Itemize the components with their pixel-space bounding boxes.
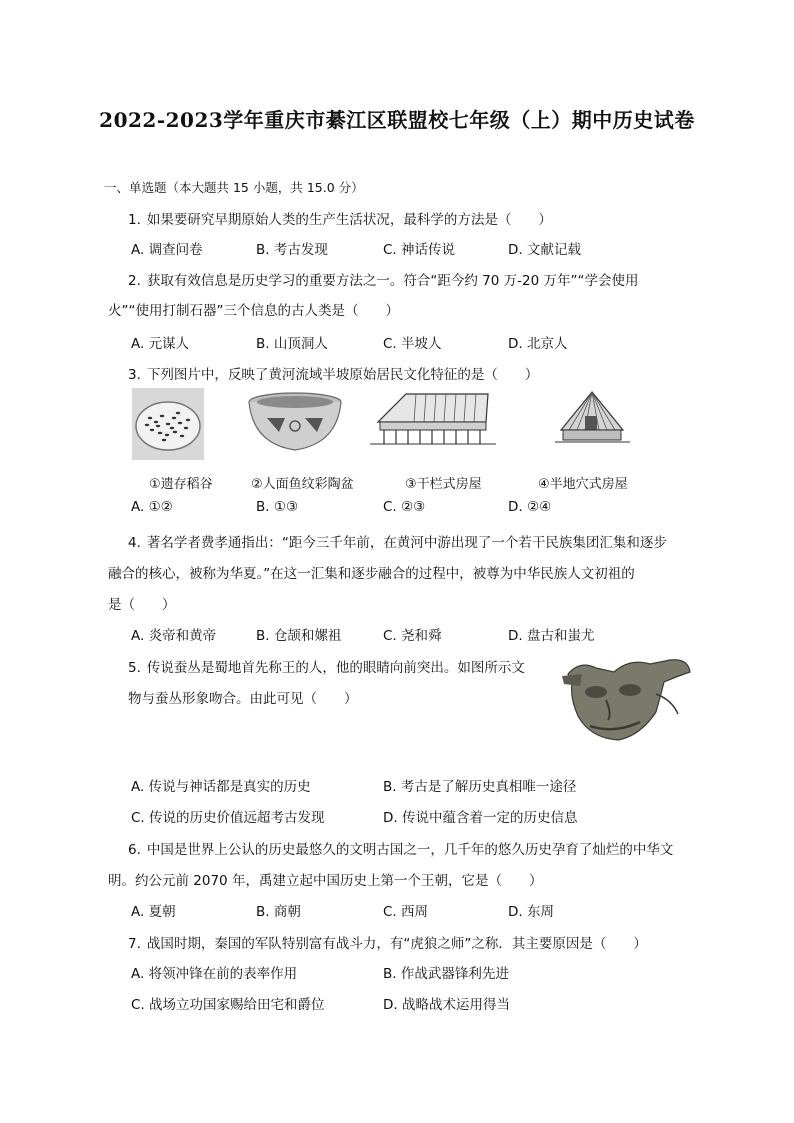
caption-2: ②人面鱼纹彩陶盆 (251, 477, 354, 492)
option-a[interactable]: A. 将领冲锋在前的表率作用 (131, 966, 298, 982)
option-b[interactable]: B. 考古是了解历史真相唯一途径 (383, 779, 577, 795)
question-2 (128, 269, 638, 289)
bronze-mask-image (560, 654, 694, 744)
question-number: 3. (128, 367, 141, 383)
exam-title: 2022-2023学年重庆市綦江区联盟校七年级（上）期中历史试卷 (99, 108, 695, 132)
option-d[interactable]: D. 东周 (508, 904, 554, 920)
option-d[interactable]: D. 盘古和蚩尤 (508, 628, 595, 644)
question-text: 下列图片中，反映了黄河流域半坡原始居民文化特征的是（ ） (146, 367, 539, 383)
question-number: 4. (128, 535, 141, 551)
option-d[interactable]: D. 北京人 (508, 336, 568, 352)
option-a[interactable]: A. 传说与神话都是真实的历史 (131, 779, 311, 795)
section-heading: 一、单选题（本大题共 15 小题，共 15.0 分） (104, 180, 364, 195)
question-number: 1. (128, 212, 141, 228)
caption-4: ④半地穴式房屋 (538, 477, 628, 492)
question-3 (128, 363, 538, 383)
semi-subterranean-house-image (555, 390, 630, 452)
question-number: 5. (128, 660, 141, 676)
caption-3: ③干栏式房屋 (405, 477, 482, 492)
option-b[interactable]: B. 商朝 (256, 904, 301, 920)
option-d[interactable]: D. 战略战术运用得当 (383, 997, 510, 1013)
option-b[interactable]: B. 山顶洞人 (256, 336, 328, 352)
option-b[interactable]: B. 仓颉和嫘祖 (256, 628, 342, 644)
question-text: 著名学者费孝通指出：“距今三千年前，在黄河中游出现了一个若干民族集团汇集和逐步 (146, 535, 667, 551)
stilt-house-image (368, 388, 498, 450)
question-text: 中国是世界上公认的历史最悠久的文明古国之一，几千年的悠久历史孕育了灿烂的中华文 (146, 842, 674, 858)
option-a[interactable]: A. ①② (131, 499, 173, 515)
rice-grains-image (132, 388, 204, 460)
option-a[interactable]: A. 炎帝和黄帝 (131, 628, 217, 644)
question-text: 获取有效信息是历史学习的重要方法之一。符合“距今约 70 万-20 万年”“学会使用 (146, 273, 639, 289)
option-d[interactable]: D. 传说中蕴含着一定的历史信息 (383, 810, 578, 826)
option-c[interactable]: C. ②③ (383, 499, 426, 515)
question-6-line-2: 明。约公元前 2070 年，禹建立起中国历史上第一个王朝，它是（ ） (108, 873, 543, 889)
painted-pottery-basin-image (245, 388, 345, 460)
question-1 (128, 208, 552, 228)
option-a[interactable]: A. 夏朝 (131, 904, 176, 920)
question-5 (128, 656, 525, 676)
question-number: 2. (128, 273, 141, 289)
option-d[interactable]: D. 文献记载 (508, 242, 581, 258)
question-text: 传说蚕丛是蜀地首先称王的人，他的眼睛向前突出。如图所示文 (146, 660, 525, 676)
option-b[interactable]: B. ①③ (256, 499, 299, 515)
option-c[interactable]: C. 神话传说 (383, 242, 456, 258)
question-2-line-2: 火”“使用打制石器”三个信息的古人类是（ ） (108, 303, 399, 319)
option-c[interactable]: C. 传说的历史价值远超考古发现 (131, 810, 325, 826)
option-b[interactable]: B. 考古发现 (256, 242, 328, 258)
question-number: 6. (128, 842, 141, 858)
question-6 (128, 838, 673, 858)
option-c[interactable]: C. 战场立功国家赐给田宅和爵位 (131, 997, 325, 1013)
question-text: 战国时期，秦国的军队特别富有战斗力，有“虎狼之师”之称．其主要原因是（ ） (146, 936, 647, 952)
caption-1: ①遗存稻谷 (149, 477, 213, 492)
question-5-line-2: 物与蚕丛形象吻合。由此可见（ ） (128, 691, 358, 707)
question-4 (128, 531, 667, 551)
option-d[interactable]: D. ②④ (508, 499, 552, 515)
question-4-line-3: 是（ ） (108, 597, 176, 613)
question-number: 7. (128, 936, 141, 952)
question-7 (128, 932, 647, 952)
option-c[interactable]: C. 半坡人 (383, 336, 442, 352)
option-a[interactable]: A. 调查问卷 (131, 242, 203, 258)
question-text: 如果要研究早期原始人类的生产生活状况，最科学的方法是（ ） (146, 212, 552, 228)
option-b[interactable]: B. 作战武器锋利先进 (383, 966, 509, 982)
question-4-line-2: 融合的核心，被称为华夏。”在这一汇集和逐步融合的过程中，被尊为中华民族人文初祖的 (108, 566, 635, 582)
option-c[interactable]: C. 尧和舜 (383, 628, 442, 644)
option-c[interactable]: C. 西周 (383, 904, 429, 920)
option-a[interactable]: A. 元谋人 (131, 336, 190, 352)
